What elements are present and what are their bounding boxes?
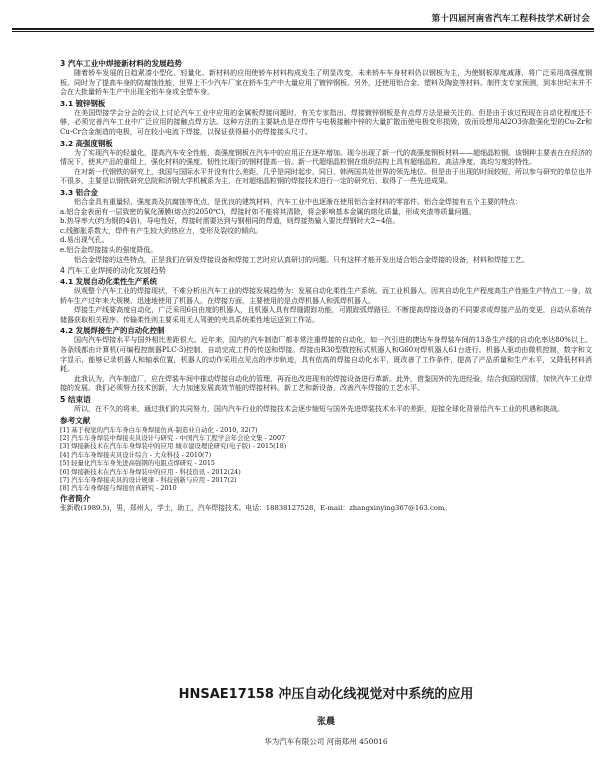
section-3-2-text-2: 在对新一代钢铁的研究上，我国与国际水平并没有什么差距，几乎是同时起步，同日、韩两国共处世界的领先地位。但是由于出现的时间较短，所以参与研究的单位也并不很多，主要是以钢铁研究总院和济钢大学机械系为主，在对超细晶粒钢的焊接技术进行一定的研究后，取得了一些先进成果。: [60, 167, 592, 186]
section-3-3-item-b: b.热导率大(约为钢的4倍)，导电性好，焊接时需要达到与钢相同的焊道，则焊接热输入要比焊钢时大2~4倍。: [60, 217, 400, 226]
section-3-3-item-d: d.易出现气孔。: [60, 236, 109, 245]
section-3-3-heading: 3.3 铝合金: [60, 187, 98, 197]
section-3-3-item-a: a.铝合金表面有一层致密的氧化薄膜(熔点约2050℃)，焊接时如不能将其清除，将会影响基本金属的熔化质量，形成夹渣等质量问题。: [60, 207, 476, 216]
reference-item: [8] 汽车车身焊接与焊接仿真研究 - 2010: [60, 484, 177, 493]
reference-item: [2] 汽车车身焊装中焊接夹具设计与研究 - 中国汽车工程学会年会论文集 - 2007: [60, 434, 286, 443]
header-rule: [12, 28, 594, 32]
reference-item: [6] 焊接新技术在汽车车身焊装中的应用 - 科技资讯 - 2012(24): [60, 467, 241, 476]
section-4-1-text-2: 焊接生产线要高度自动化，广泛采用6自由度的机器人，且机器人具有焊缝跟踪功能，可跟踪弧焊路径。不断提高焊接设备的不同要求或焊接产品的变更，自动从系统存储器获取相关程序。传输柔性则主要采用无人驾驶的夹具系统柔性地运送到工作站。: [60, 306, 592, 324]
reference-item: [4] 汽车车身焊接夹具设计综合 - 大众科技 - 2010(7): [60, 450, 212, 459]
section-4-1-heading: 4.1 发展自动化柔性生产系统: [60, 277, 157, 287]
section-4-2-text-2: 此我认为，汽车制造厂，应在焊装车间中推动焊接自动化的管理，再而也改进现有的焊接设备进行革新。此外，借鉴国外的先进经验，结合我国的国情，加快汽车工业焊接的发展。我们必须努力技术创新，大力加速发展高效节能的焊接材料。新工艺和新设备，改善汽车焊接的工艺水平。: [60, 374, 592, 393]
references-list: [60, 426, 592, 493]
reference-item: [7] 汽车车身焊接夹具的设计规律 - 科技创新与应用 - 2017(2): [60, 476, 237, 485]
references-heading: 参考文献: [60, 415, 91, 425]
section-4-heading: 4 汽车工业焊接的动化发展趋势: [60, 266, 166, 276]
section-3-3-item-e: e.铝合金焊接接头的强度降低。: [60, 245, 158, 254]
reference-item: [5] 轻量化汽车车身先进高强钢的电阻点焊研究 - 2015: [60, 459, 215, 468]
section-3-1-text: 在美国焊接学会分会的会议上讨论汽车工业中应用的金属板焊接问题时，有关专家指出，焊接镀锌钢板是有点焊方法是最关注的。但是由于该过程现在自动化程度还不够，必须完善汽车工业中广泛应用的接触点焊方法。这种方法的主要缺点是在焊件与电极接触中锌的大量扩散而使电极变形损毁，放而设想用Al2O3弥散强化型的Cu-Zr和Cu-Cr合金制造的电极，可在较小电流下焊接，以保证获得最小的焊接接头尺寸。: [60, 108, 592, 136]
next-article-title: HNSAE17158 冲压自动化线视觉对中系统的应用: [178, 687, 474, 702]
author-bio: 张新敬(1989.5)，男，郑州人，学士，助工，汽车焊接技术。电话：18838127528，E-mail：zhangxinying367@163.com。: [60, 503, 452, 512]
section-3-3-item-c: c.线膨胀系数大，焊件有产生较大的热应力，变形及裂纹的倾向。: [60, 226, 263, 235]
section-5-heading: 5 结束语: [60, 395, 91, 405]
author-heading: 作者简介: [60, 493, 91, 503]
section-3-intro: 随着轿车发展的日趋紧凑小型化、轻量化、新材料的应用使轿车材料构成发生了明显改变，未来轿车车身材料仍以钢板为主，为使钢板厚度减薄，将广泛采用高强度钢板。同时为了提高车身的防腐蚀性能，世界上不少汽车厂家在轿车生产中大量应用了镀锌钢板。另外，还使用铝合金、塑料及陶瓷等材料。制件支专家预测，到本世纪末并不会在大批量轿车生产中出现全铝车身或全塑车身。: [60, 69, 592, 97]
next-article-affiliation: 华为汽车有限公司 河南郑州 450016: [264, 737, 388, 746]
section-3-heading: 3 汽车工业中焊接新材料的发展趋势: [60, 59, 182, 68]
section-3-2-heading: 3.2 高强度钢板: [60, 138, 113, 148]
section-4-2-heading: 4.2 发展焊接生产的自动化控制: [60, 326, 165, 336]
reference-item: [3] 焊接新技术在汽车车身焊装中的应用 城市建设理论研究(电子版) - 2015(18): [60, 442, 287, 451]
section-3-3-conclusion: 铝合金焊接的这些特点，正是我们在研发焊接设备和焊接工艺时应认真研讨的问题。只有这样才能开发出适合铝合金焊接的设备，材料和焊接工艺。: [74, 255, 529, 264]
article-body: [60, 58, 592, 670]
section-3-3-text: 铝合金具有重量轻、强度高及抗腐蚀等优点，是优良的建筑材料，汽车工业中也逐渐在使用铝合金材料的零部件。铝合金焊接有五个主要的特点：: [74, 197, 522, 206]
section-4-2-text-1: 国内汽车焊接水平与国外相比差距很大。近年来，国内的汽车制造厂都非常注重焊接的自动化，如一汽引进的捷达车身焊装车间的13条生产线的自动化率达80%以上。各条线都由计算机(可编程控制器PLC-3)控制，自动完成工件的传送和焊接。焊接由R30型数控标式机器人和G60对焊机器人61台进行。机器人驱动由微机控制，数字和文字显示，能够记录机器人和轴承位置，机器人的动作采用点见点的序步轨迹，具有依高的焊接自动化水平，既改善了工作条件，提高了产品质量和生产水平，又降低材料消耗。: [60, 336, 592, 374]
section-4-1-text-1: 纵观整个汽车工业的焊接现状，不难分析出汽车工业的焊接发展趋势为：发展自动化柔性生产系统。而工业机器人，因其自动化生产程度高生产性能生产特点工一身，故轿车生产过年来大规模、迅速地使用了机器人。在焊接方面，主要使用的是点焊机器人和弧焊机器人。: [60, 287, 592, 305]
section-5-text: 所以，在不久的将来，通过我们的共同努力，国内汽车行业的焊接技术会逐步缩短与国外先进焊装技术水平的差距，迎接全球化背景给汽车工业的机遇和挑战。: [74, 405, 564, 414]
section-3-1-heading: 3.1 镀锌钢板: [60, 98, 106, 108]
reference-item: [1] 基于视觉的汽车车身白车身焊接仿真-制造业自动化 - 2010, 32(7): [60, 425, 258, 434]
section-3-2-text-1: 为了实现汽车的轻量化，提高汽车安全性能，高强度钢板在汽车中的应用正在逐年增加。现今出现了新一代的高强度钢板材料——超细晶粒钢。该钢种主要表在在经济的情况下，使其产品的重组上，强化材料的强度、韧性比现行的钢材提高一倍。新一代超细晶粒钢在组织结构上具有超细晶粒、高洁净度、高均匀度的特性。: [60, 148, 592, 167]
running-header: 第十四届河南省汽车工程科技学术研讨会: [431, 14, 590, 24]
next-article-author: 张晨: [316, 717, 335, 727]
